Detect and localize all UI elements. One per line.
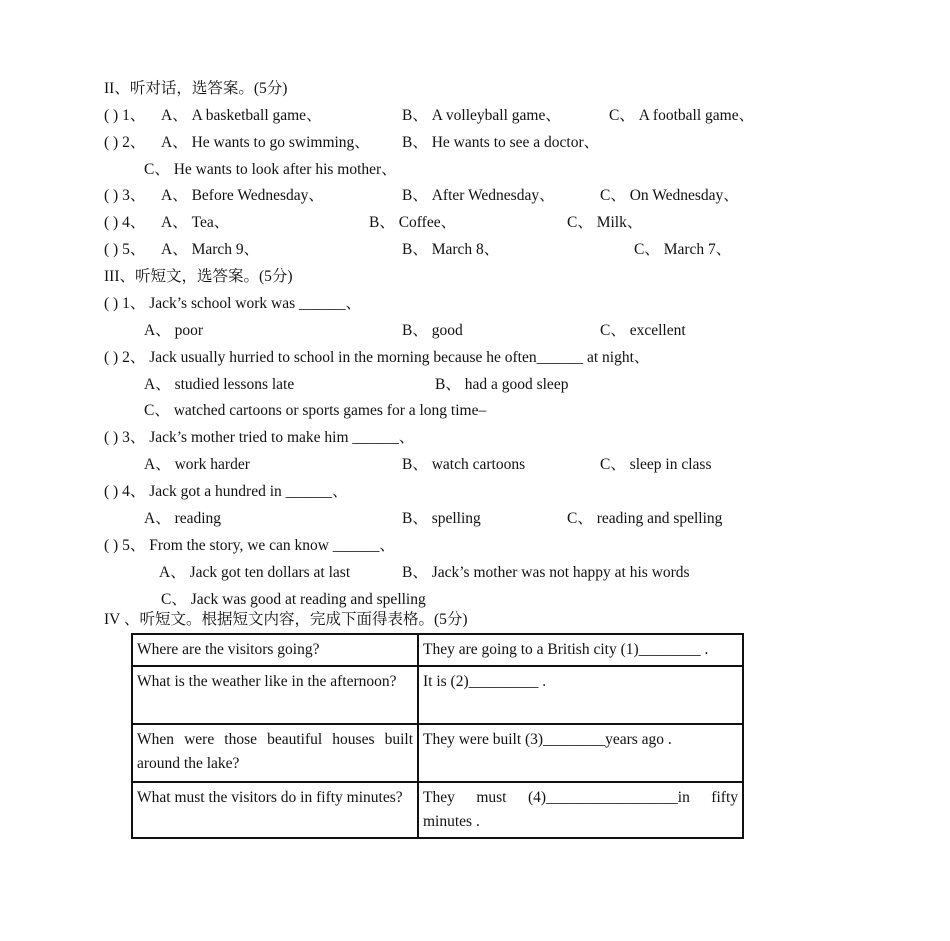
s2-q5-option-a: A、 March 9、 — [161, 241, 260, 258]
table-answer-cell: They were built (3)________years ago . — [418, 724, 743, 782]
s3-q4-option-b: B、 spelling — [402, 510, 481, 527]
table-question-cell: What must the visitors do in fifty minutes? — [132, 782, 418, 838]
s2-q2-option-a: A、 He wants to go swimming、 — [161, 134, 370, 151]
table-row — [132, 782, 743, 838]
table-answer-cell: They must (4)_________________in fifty minutes . — [418, 782, 743, 838]
s3-q2-stem: ( ) 2、 Jack usually hurried to school in the morning because he often______ at night、 — [104, 349, 650, 366]
s2-q4-number: ( ) 4、 — [104, 214, 146, 231]
s3-q5-option-c: C、 Jack was good at reading and spelling — [161, 591, 426, 608]
s3-q4-option-a: A、 reading — [144, 510, 222, 527]
s2-q3-option-c: C、 On Wednesday、 — [600, 187, 739, 204]
s2-q1-option-b: B、 A volleyball game、 — [402, 107, 561, 124]
table-answer-cell: It is (2)_________ . — [418, 666, 743, 724]
table-question-cell: Where are the visitors going? — [132, 634, 418, 666]
s2-q3-option-a: A、 Before Wednesday、 — [161, 187, 324, 204]
s2-q1-option-a: A、 A basketball game、 — [161, 107, 322, 124]
s2-q2-option-c: C、 He wants to look after his mother、 — [144, 161, 397, 178]
table-row — [132, 634, 743, 666]
table-question-cell: When were those beautiful houses built around the lake? — [132, 724, 418, 782]
s3-q3-option-c: C、 sleep in class — [600, 456, 712, 473]
s2-q5-option-c: C、 March 7、 — [634, 241, 732, 258]
s3-q1-option-c: C、 excellent — [600, 322, 686, 339]
table-row — [132, 724, 743, 782]
s3-q5-option-b: B、 Jack’s mother was not happy at his words — [402, 564, 690, 581]
section-3-heading: III、听短文，选答案。(5分) — [104, 268, 293, 285]
s3-q1-stem: ( ) 1、 Jack’s school work was ______、 — [104, 295, 362, 312]
s2-q2-option-b: B、 He wants to see a doctor、 — [402, 134, 600, 151]
table-answer-cell: They are going to a British city (1)________ . — [418, 634, 743, 666]
s3-q4-option-c: C、 reading and spelling — [567, 510, 723, 527]
s2-q1-number: ( ) 1、 — [104, 107, 146, 124]
s2-q4-option-c: C、 Milk、 — [567, 214, 643, 231]
s3-q3-option-b: B、 watch cartoons — [402, 456, 526, 473]
s3-q3-stem: ( ) 3、 Jack’s mother tried to make him ______、 — [104, 429, 415, 446]
table-question-cell: What is the weather like in the afternoon? — [132, 666, 418, 724]
s2-q1-option-c: C、 A football game、 — [609, 107, 755, 124]
s3-q2-option-c: C、 watched cartoons or sports games for a long time– — [144, 402, 487, 419]
s2-q3-number: ( ) 3、 — [104, 187, 146, 204]
section-2-heading: II、听对话，选答案。(5分) — [104, 80, 288, 97]
s2-q4-option-b: B、 Coffee、 — [369, 214, 457, 231]
s3-q5-option-a: A、 Jack got ten dollars at last — [159, 564, 351, 581]
s2-q5-option-b: B、 March 8、 — [402, 241, 500, 258]
s2-q5-number: ( ) 5、 — [104, 241, 146, 258]
s2-q4-option-a: A、 Tea、 — [161, 214, 230, 231]
s3-q2-option-a: A、 studied lessons late — [144, 376, 295, 393]
s3-q4-stem: ( ) 4、 Jack got a hundred in ______、 — [104, 483, 348, 500]
s3-q5-stem: ( ) 5、 From the story, we can know ______、 — [104, 537, 395, 554]
table-row — [132, 666, 743, 724]
s3-q3-option-a: A、 work harder — [144, 456, 250, 473]
section-4-heading: IV 、听短文。根据短文内容，完成下面得表格。(5分) — [104, 611, 468, 628]
listening-form-table — [131, 633, 744, 839]
s2-q2-number: ( ) 2、 — [104, 134, 146, 151]
s3-q1-option-a: A、 poor — [144, 322, 203, 339]
s3-q2-option-b: B、 had a good sleep — [435, 376, 569, 393]
s3-q1-option-b: B、 good — [402, 322, 463, 339]
s2-q3-option-b: B、 After Wednesday、 — [402, 187, 555, 204]
